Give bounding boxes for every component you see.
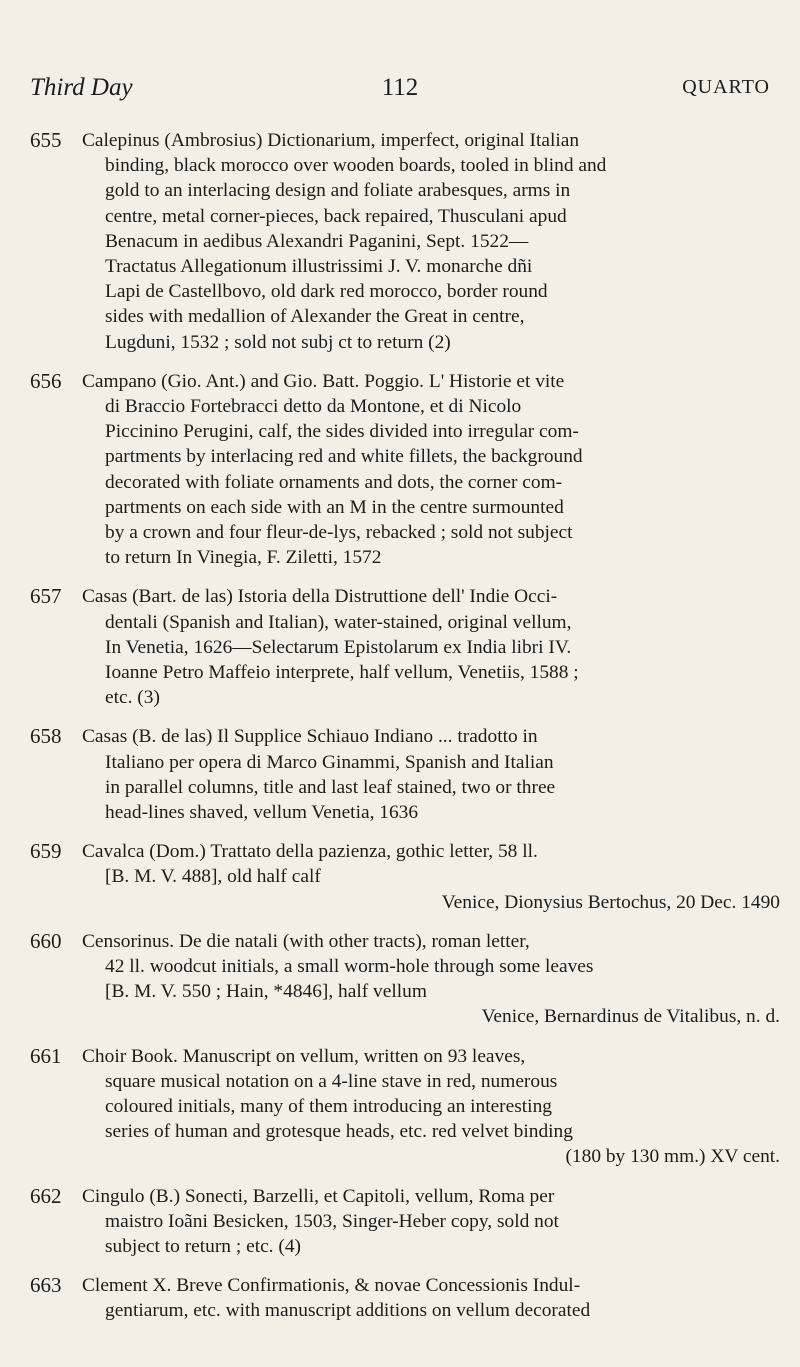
lot-description	[82, 839, 780, 915]
lot-line: series of human and grotesque heads, etc. red velvet binding	[105, 1121, 573, 1143]
lot-entry	[30, 724, 780, 825]
lot-number: 656	[30, 368, 62, 393]
lot-line: In Venetia, 1626—Selectarum Epistolarum ex India libri IV.	[105, 636, 572, 658]
lot-line: centre, metal corner-pieces, back repaired, Thusculani apud	[105, 205, 567, 227]
lot-description	[82, 1273, 780, 1323]
lot-line: Casas (Bart. de las) Istoria della Distruttione dell' Indie Occi-	[82, 586, 558, 608]
lot-line: 42 ll. woodcut initials, a small worm-hole through some leaves	[105, 956, 594, 977]
lot-description	[82, 584, 780, 710]
lot-line: di Braccio Fortebracci detto da Montone, et di Nicolo	[105, 396, 522, 417]
lot-entry	[30, 929, 780, 1030]
lot-line: head-lines shaved, vellum Venetia, 1636	[105, 802, 419, 823]
lot-entry	[30, 128, 780, 355]
lot-line: subject to return ; etc. (4)	[105, 1236, 301, 1257]
lot-description	[82, 1184, 780, 1260]
lot-number: 661	[30, 1043, 62, 1068]
lot-entry	[30, 1273, 780, 1323]
lot-line: Lapi de Castellbovo, old dark red morocco, border round	[105, 281, 548, 303]
day-heading: Third Day	[30, 74, 133, 101]
lot-entry	[30, 839, 780, 915]
lot-description	[82, 128, 780, 355]
lot-entry	[30, 1184, 780, 1260]
running-header	[30, 74, 770, 108]
lot-line: Cingulo (B.) Sonecti, Barzelli, et Capitoli, vellum, Roma per	[82, 1185, 555, 1207]
lot-line: maistro Ioãni Besicken, 1503, Singer-Heber copy, sold not	[105, 1210, 559, 1232]
lot-line: in parallel columns, title and last leaf stained, two or three	[105, 776, 556, 798]
lot-line: partments on each side with an M in the centre surmounted	[105, 496, 564, 518]
lot-line: decorated with foliate ornaments and dots, the corner com-	[105, 471, 563, 493]
lot-line: Calepinus (Ambrosius) Dictionarium, imperfect, original Italian	[82, 130, 580, 151]
format-heading: QUARTO	[682, 76, 770, 98]
lot-description	[82, 1044, 780, 1170]
lot-description	[82, 724, 780, 825]
lot-line: to return In Vinegia, F. Ziletti, 1572	[105, 547, 382, 569]
lot-number: 658	[30, 724, 62, 749]
lot-line: [B. M. V. 550 ; Hain, *4846], half vellum	[105, 981, 427, 1003]
lot-line: etc. (3)	[105, 687, 160, 709]
lot-number: 662	[30, 1183, 62, 1208]
lot-line: Cavalca (Dom.) Trattato della pazienza, gothic letter, 58 ll.	[82, 841, 538, 863]
lot-line: square musical notation on a 4-line stave in red, numerous	[105, 1070, 558, 1092]
lot-line: gentiarum, etc. with manuscript additions on vellum decorated	[105, 1300, 591, 1322]
lot-description	[82, 929, 780, 1030]
lot-line: coloured initials, many of them introducing an interesting	[105, 1096, 552, 1117]
lot-line: gold to an interlacing design and foliate arabesques, arms in	[105, 180, 571, 202]
lot-line: partments by interlacing red and white fillets, the background	[105, 446, 583, 468]
lot-line: Italiano per opera di Marco Ginammi, Spanish and Italian	[105, 751, 554, 773]
lot-line: Choir Book. Manuscript on vellum, written on 93 leaves,	[82, 1045, 526, 1067]
lot-number: 659	[30, 839, 62, 864]
lot-line: by a crown and four fleur-de-lys, rebacked ; sold not subject	[105, 522, 573, 544]
lot-line: Clement X. Breve Confirmationis, & novae Concessionis Indul-	[82, 1275, 581, 1297]
page-number: 112	[381, 74, 419, 101]
lot-line: Benacum in aedibus Alexandri Paganini, Sept. 1522—	[105, 230, 529, 252]
lot-line: (180 by 130 mm.) XV cent.	[565, 1146, 780, 1168]
lot-entry	[30, 584, 780, 710]
lot-line: Ioanne Petro Maffeio interprete, half vellum, Venetiis, 1588 ;	[105, 662, 579, 683]
lot-line: Campano (Gio. Ant.) and Gio. Batt. Poggio. L' Historie et vite	[82, 370, 565, 392]
lot-line: Lugduni, 1532 ; sold not subj ct to return (2)	[105, 331, 451, 353]
lot-number: 660	[30, 928, 62, 953]
lot-number: 655	[30, 128, 62, 152]
lot-line: [B. M. V. 488], old half calf	[105, 866, 321, 888]
lot-line: Piccinino Perugini, calf, the sides divided into irregular com-	[105, 421, 579, 443]
lot-line: sides with medallion of Alexander the Great in centre,	[105, 306, 525, 328]
lot-line: Venice, Bernardinus de Vitalibus, n. d.	[481, 1006, 780, 1028]
lot-description	[82, 369, 780, 571]
lot-line: dentali (Spanish and Italian), water-stained, original vellum,	[105, 611, 572, 633]
lot-entry	[30, 1044, 780, 1170]
lot-line: binding, black morocco over wooden boards, tooled in blind and	[105, 155, 607, 177]
lot-number: 657	[30, 584, 62, 609]
lot-line: Tractatus Allegationum illustrissimi J. V. monarche dñi	[105, 256, 533, 278]
lot-line: Venice, Dionysius Bertochus, 20 Dec. 1490	[441, 891, 780, 913]
lot-line: Casas (B. de las) Il Supplice Schiauo Indiano ... tradotto in	[82, 726, 538, 748]
lot-number: 663	[30, 1273, 62, 1298]
lot-line: Censorinus. De die natali (with other tracts), roman letter,	[82, 930, 530, 952]
lot-entry	[30, 369, 780, 571]
